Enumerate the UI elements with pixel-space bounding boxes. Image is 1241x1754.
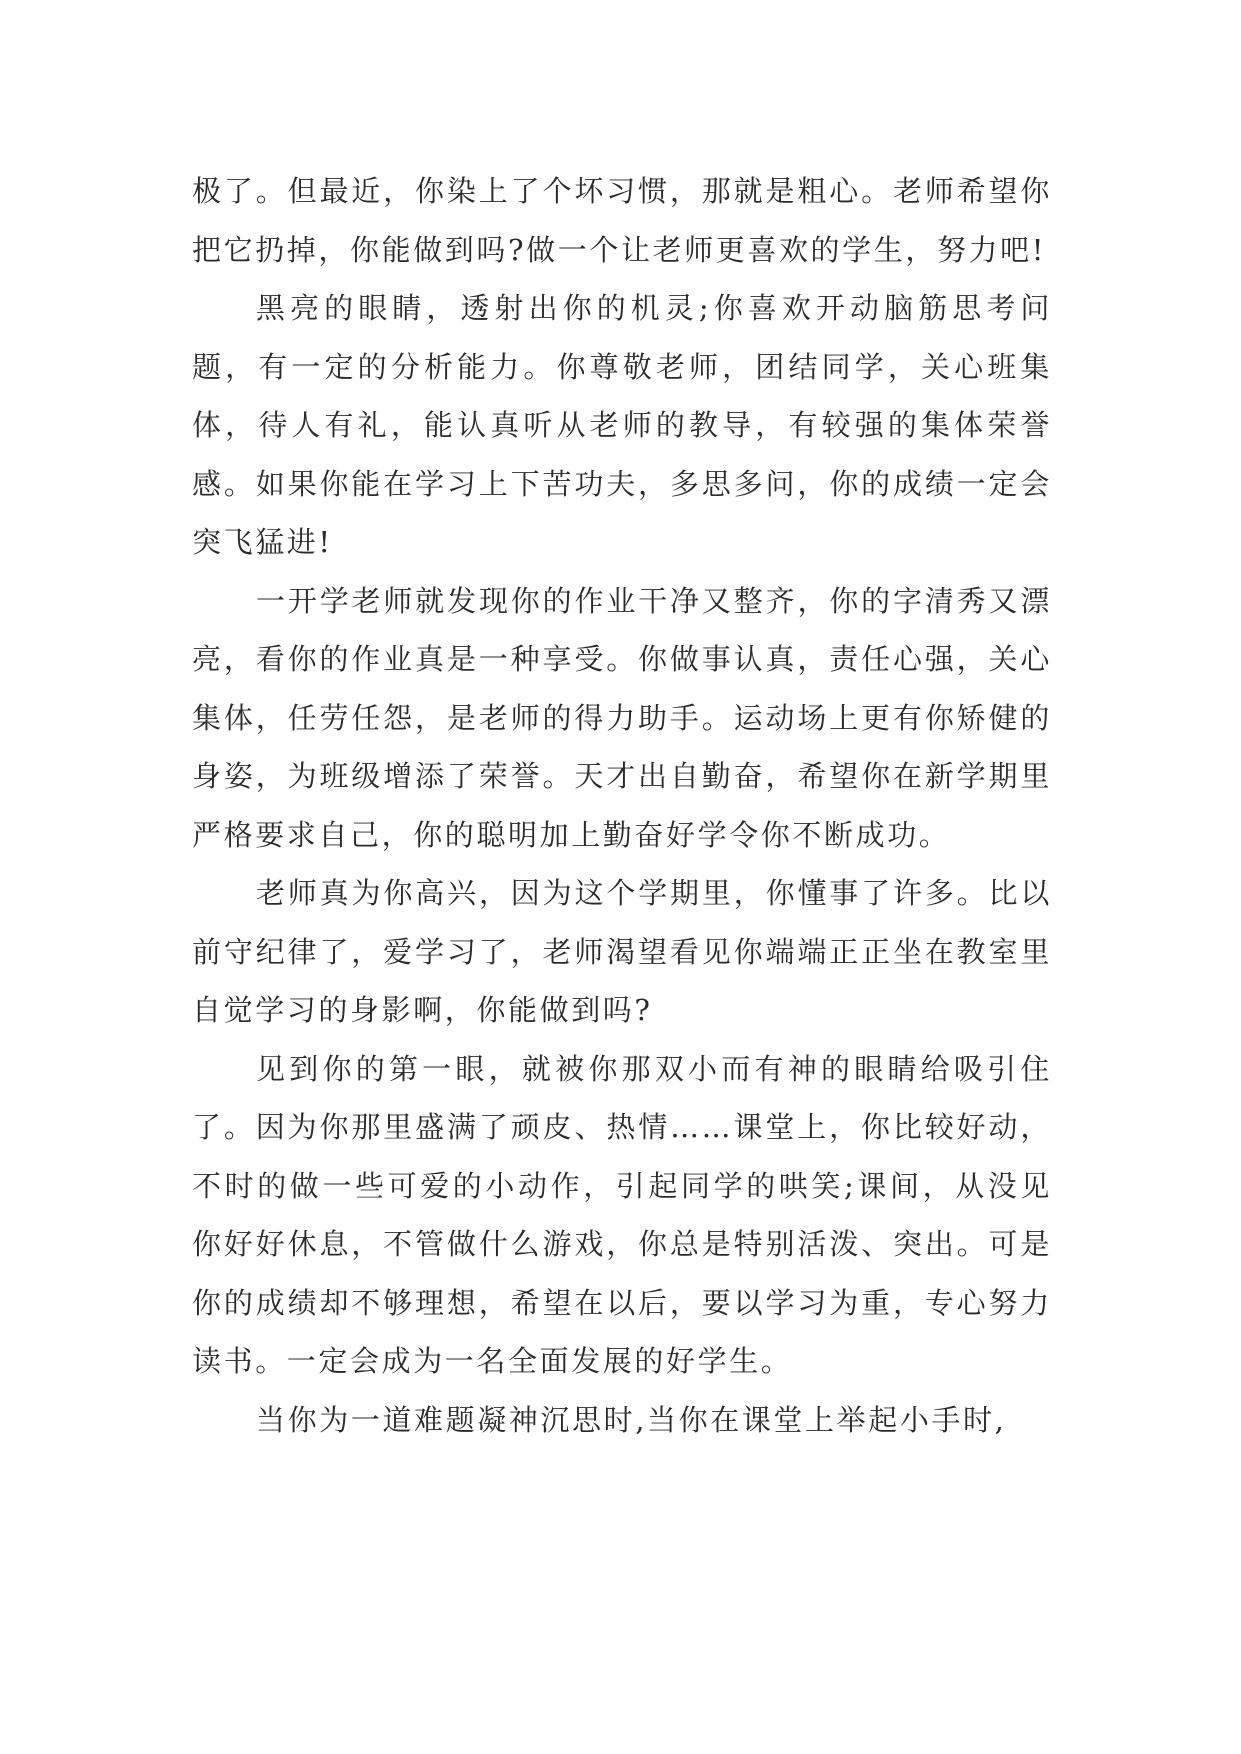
paragraph-1: 极了。但最近，你染上了个坏习惯，那就是粗心。老师希望你把它扔掉，你能做到吗?做一个让老师更喜欢的学生，努力吧! (192, 174, 1052, 267)
paragraph-5: 见到你的第一眼，就被你那双小而有神的眼睛给吸引住了。因为你那里盛满了顽皮、热情……课堂上，你比较好动，不时的做一些可爱的小动作，引起同学的哄笑;课间，从没见你好好休息，不管做什么游戏，你总是特别活泼、突出。可是你的成绩却不够理想，希望在以后，要以学习为重，专心努力读书。一定会成为一名全面发展的好学生。 (192, 1051, 1052, 1378)
paragraph-6: 当你为一道难题凝神沉思时,当你在课堂上举起小手时, (256, 1402, 1007, 1437)
document-body (192, 162, 1052, 1449)
paragraph-2: 黑亮的眼睛，透射出你的机灵;你喜欢开动脑筋思考问题，有一定的分析能力。你尊敬老师，团结同学，关心班集体，待人有礼，能认真听从老师的教导，有较强的集体荣誉感。如果你能在学习上下苦功夫，多思多问，你的成绩一定会突飞猛进! (192, 291, 1052, 559)
paragraph-4: 老师真为你高兴，因为这个学期里，你懂事了许多。比以前守纪律了，爱学习了，老师渴望看见你端端正正坐在教室里自觉学习的身影啊，你能做到吗? (192, 876, 1052, 1027)
paragraph-3: 一开学老师就发现你的作业干净又整齐，你的字清秀又漂亮，看你的作业真是一种享受。你做事认真，责任心强，关心集体，任劳任怨，是老师的得力助手。运动场上更有你矫健的身姿，为班级增添了荣誉。天才出自勤奋，希望你在新学期里严格要求自己，你的聪明加上勤奋好学令你不断成功。 (192, 583, 1052, 852)
